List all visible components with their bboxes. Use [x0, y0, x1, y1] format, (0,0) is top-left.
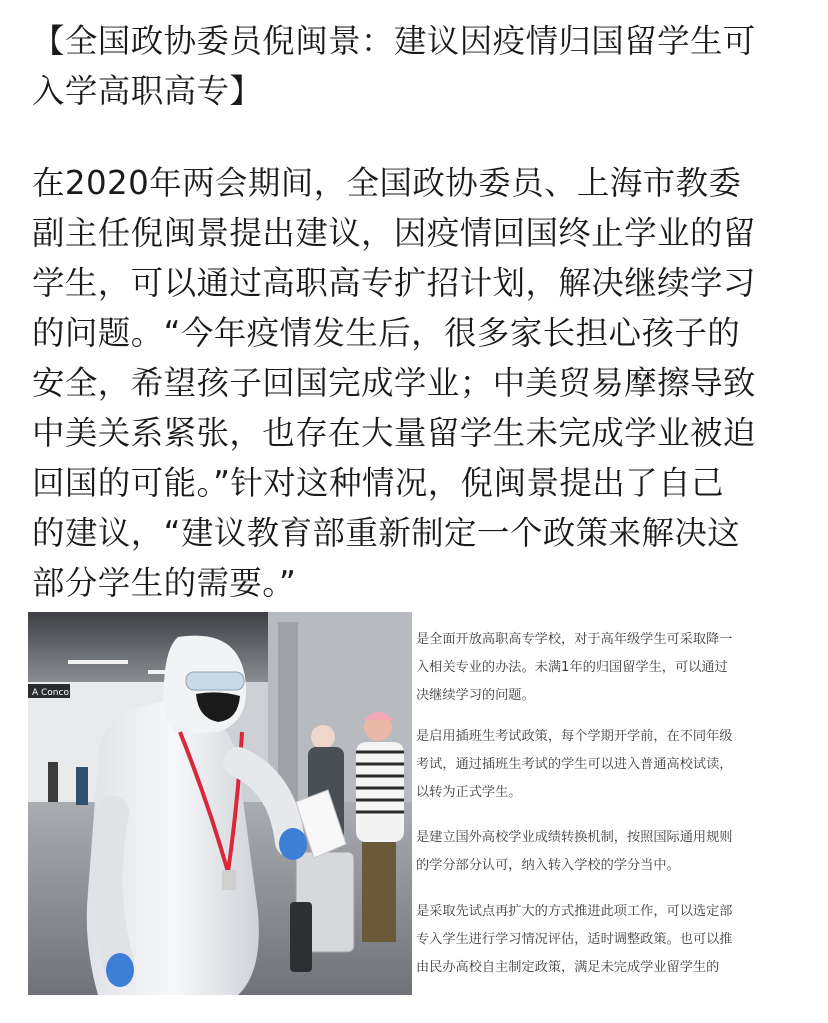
airport-sign-text: A Conco — [32, 688, 69, 698]
document-snippet — [412, 612, 802, 995]
doc-line: 考试，通过插班生考试的学生可以进入普通高校试读， — [416, 757, 733, 772]
article-line: 回国的可能。”针对这种情况，倪闽景提出了自己 — [32, 464, 724, 502]
doc-line: 的学分部分认可，纳入转入学校的学分当中。 — [416, 858, 680, 873]
article-line: 安全，希望孩子回国完成学业；中美贸易摩擦导致 — [32, 364, 756, 402]
doc-line: 以转为正式学生。 — [416, 785, 522, 800]
article-line: 的建议，“建议教育部重新制定一个政策来解决这 — [32, 514, 741, 552]
article-body — [32, 158, 802, 608]
article-line: 副主任倪闽景提出建议，因疫情回国终止学业的留 — [32, 214, 756, 252]
doc-line: 入相关专业的办法。未满1年的归国留学生，可以通过 — [416, 660, 728, 675]
article-line: 学生，可以通过高职高专扩招计划，解决继续学习 — [32, 264, 756, 302]
article-line: 部分学生的需要。” — [32, 564, 297, 602]
doc-paragraph — [416, 723, 733, 807]
doc-line: 是采取先试点再扩大的方式推进此项工作，可以选定部 — [416, 904, 733, 919]
article-line: 中美关系紧张，也存在大量留学生未完成学业被迫 — [32, 414, 756, 452]
doc-line: 是启用插班生考试政策，每个学期开学前，在不同年级 — [416, 729, 733, 744]
airport-photo[interactable] — [28, 612, 412, 995]
headline-line: 入学高职高专】 — [32, 72, 263, 110]
headline-line: 【全国政协委员倪闽景：建议因疫情归国留学生可 — [32, 22, 756, 60]
doc-line: 是全面开放高职高专学校，对于高年级学生可采取降一 — [416, 632, 733, 647]
post-headline — [32, 16, 802, 116]
doc-line: 决继续学习的问题。 — [416, 688, 535, 703]
airport-scene-illustration — [28, 612, 412, 995]
doc-paragraph — [416, 898, 733, 982]
doc-paragraph — [416, 626, 733, 710]
doc-line: 是建立国外高校学业成绩转换机制，按照国际通用规则 — [416, 830, 733, 845]
doc-line: 专入学生进行学习情况评估，适时调整政策。也可以推 — [416, 932, 733, 947]
article-line: 的问题。“今年疫情发生后，很多家长担心孩子的 — [32, 314, 741, 352]
article-line: 在2020年两会期间，全国政协委员、上海市教委 — [32, 164, 742, 202]
doc-line: 由民办高校自主制定政策，满足未完成学业留学生的 — [416, 960, 720, 975]
doc-paragraph — [416, 824, 733, 880]
